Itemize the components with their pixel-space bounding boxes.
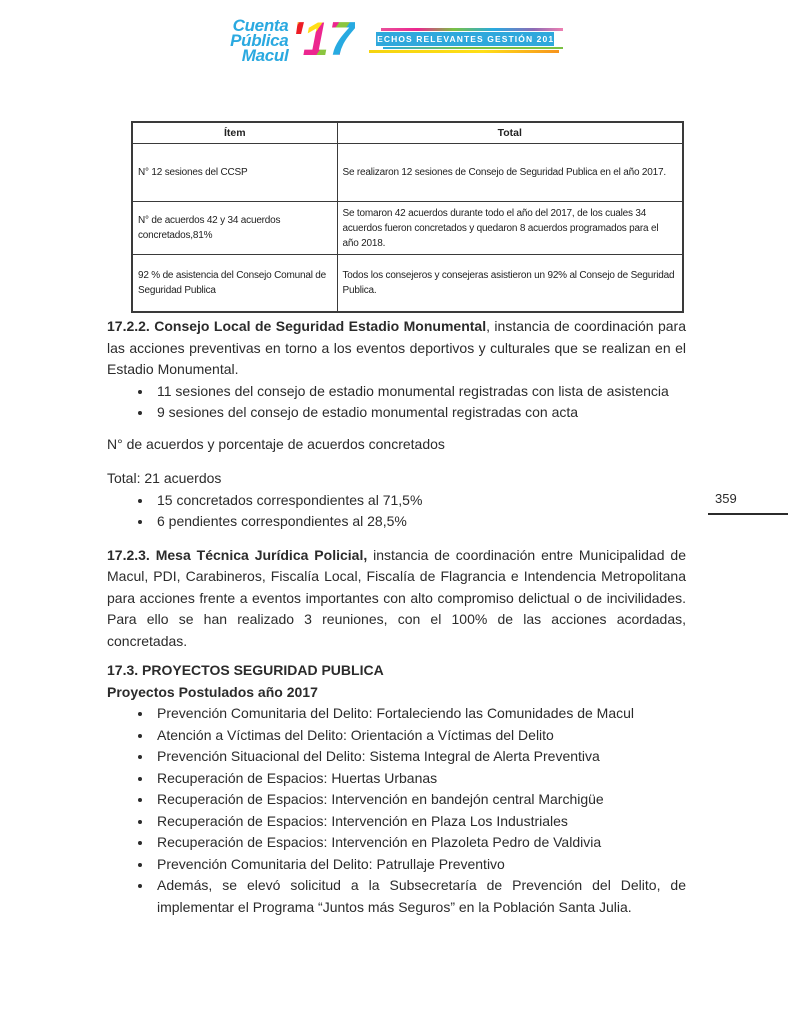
logo-word-cuenta: Cuenta [232,16,289,35]
bullet-item: • 6 pendientes correspondientes al 28,5% [153,511,686,533]
bullet-item: • 15 concretados correspondientes al 71,5% [153,490,686,512]
banner-ribbon [369,28,561,53]
table-cell-item: N° de acuerdos 42 y 34 acuerdos concretados,81% [132,202,337,255]
table-cell-total: Se realizaron 12 sesiones de Consejo de Seguridad Publica en el año 2017. [337,144,683,202]
bullet-item: • Recuperación de Espacios: Intervención en Plaza Los Industriales [153,811,686,833]
section-17-2-2-paragraph [107,316,686,381]
acuerdos-bullets [107,490,686,533]
page-number [708,491,788,515]
bullet-item: • Recuperación de Espacios: Intervención en bandejón central Marchigüe [153,789,686,811]
ccsp-summary-table [131,121,684,313]
table-cell-total: Se tomaron 42 acuerdos durante todo el año del 2017, de los cuales 34 acuerdos fueron concretados y quedaron 8 acuerdos programados para el año 2018. [337,202,683,255]
section-17-2-2-bullets [107,381,686,424]
cuenta-publica-logo [230,12,355,65]
section-17-3-bullets [107,703,686,918]
section-17-2-3-title: 17.2.3. Mesa Técnica Jurídica Policial, [107,546,368,563]
bullet-item: • Atención a Víctimas del Delito: Orientación a Víctimas del Delito [153,725,686,747]
logo-word-publica: Pública [230,31,289,50]
table-header-item: Ítem [132,122,337,144]
logo-header [0,12,791,65]
bullet-item: • 9 sesiones del consejo de estadio monumental registradas con acta [153,402,686,424]
table-row [132,202,683,255]
logo-wordmark [230,18,288,63]
logo-year-17-icon: '17 [291,12,355,65]
section-17-2-3-text: instancia de coordinación entre Municipalidad de Macul, PDI, Carabineros, Fiscalía Local, Fiscalía de Flagrancia e Intendencia Metropolitana para acciones frente a eventos importantes con alto compromiso delictual o de incivilidades. Para ello se han realizado 3 reuniones, con el 100% de las acciones acordadas, concretadas. [107,546,686,649]
section-17-3-subtitle: Proyectos Postulados año 2017 [107,683,318,700]
page-number-value: 359 [715,491,737,506]
table-cell-total: Todos los consejeros y consejeras asistieron un 92% al Consejo de Seguridad Publica. [337,255,683,313]
table-header-total: Total [337,122,683,144]
bullet-item: • Recuperación de Espacios: Intervención en Plazoleta Pedro de Valdivia [153,832,686,854]
bullet-item: • Prevención Situacional del Delito: Sistema Integral de Alerta Preventiva [153,746,686,768]
bullet-item: • Prevención Comunitaria del Delito: Patrullaje Preventivo [153,854,686,876]
acuerdos-total-line: Total: 21 acuerdos [107,470,222,486]
banner-stripe-green-icon [383,47,563,49]
table-header-row [132,122,683,144]
bullet-item: • Prevención Comunitaria del Delito: Fortaleciendo las Comunidades de Macul [153,703,686,725]
section-17-3-title: 17.3. PROYECTOS SEGURIDAD PUBLICA [107,662,384,678]
acuerdos-intro-line: N° de acuerdos y porcentaje de acuerdos concretados [107,435,445,452]
table-row [132,255,683,313]
bullet-item: • 11 sesiones del consejo de estadio monumental registradas con lista de asistencia [153,381,686,403]
section-17-2-2-text: , instancia de coordinación para las acciones preventivas en torno a los eventos deportivos y culturales que se realizan en el Estadio Monumental. [107,318,687,377]
banner-bar [369,32,560,46]
section-17-2-2-title: 17.2.2. Consejo Local de Seguridad Estadio Monumental [107,318,487,334]
logo-word-macul: Macul [241,46,289,65]
banner-text: HECHOS RELEVANTES GESTIÓN 2017 [369,34,560,44]
bullet-item: • Recuperación de Espacios: Huertas Urbanas [153,768,686,790]
banner-stripe-yellow-icon [369,50,559,53]
bullet-item: • Además, se elevó solicitud a la Subsecretaría de Prevención del Delito, de implementar el Programa “Juntos más Seguros” en la Población Santa Julia. [153,875,686,918]
table-cell-item: 92 % de asistencia del Consejo Comunal de Seguridad Publica [132,255,337,313]
document-body [107,316,686,918]
table-row [132,144,683,202]
table-cell-item: N° 12 sesiones del CCSP [132,144,337,202]
section-17-2-3-paragraph [107,545,686,653]
banner-stripe-top-icon [381,28,563,31]
